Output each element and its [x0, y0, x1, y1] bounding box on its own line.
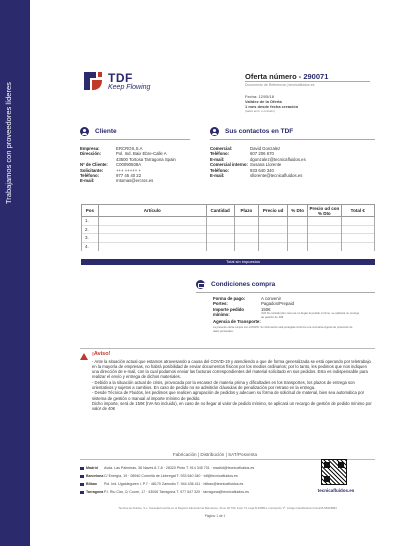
office-row: Barcelona C/ Energía, 19 · 08940 Cornellà de Llobregat T. 933 640 340 · tdf@tecnicafluidos.es — [80, 472, 290, 480]
col-term: Plazo — [234, 205, 259, 217]
detail-value: ERCROS,S.A — [116, 146, 143, 151]
col-total: Total € — [341, 205, 374, 217]
detail-value: Pol. Ind. Baix Ebre-Calle A — [116, 151, 167, 157]
detail-key: Teléfono: — [80, 173, 100, 179]
notice-divider — [80, 348, 375, 349]
table-row: 1. — [82, 217, 375, 226]
items-header-row — [82, 205, 375, 217]
office-row: Bilbao Pol. Ind. Ugaldeguren I, P.7 · 48170 Zamudio T. 944 436 411 · bilbao@tecnicafluidos.es — [80, 480, 290, 488]
detail-key: E-mail: — [80, 178, 95, 184]
offer-block — [245, 72, 365, 114]
detail-key: Teléfono: — [210, 167, 230, 173]
detail-key: Comercial interno: — [210, 162, 248, 168]
table-row: 2. — [82, 225, 375, 234]
detail-value: dgonzalez@tecnicafluidos.es — [250, 156, 306, 162]
items-table — [81, 204, 375, 251]
client-heading: Cliente — [95, 128, 117, 135]
services-line: Fabricación | Distribución | SAT/Posventa — [172, 452, 258, 457]
office-row: Madrid Avda. Las Palmeras, 36 Naves 6-7-8 · 28320 Pinto T. 914 345 701 · madrid@tecnicafluidos.es — [80, 464, 290, 472]
total-label: Total sin impuestos — [226, 259, 261, 264]
legal-text: Técnica de Fluidos, S.L. Sociedad inscrita en el Registro Mercantil de Barcelona, Tomo 30.790, Folio 73, Hoja B-180811, Inscripción 1ª. Código Identificación Fiscal B-58418893 — [118, 506, 337, 510]
offer-title: Oferta número - 290071 — [245, 72, 329, 81]
detail-value: Susana Llorente — [250, 162, 282, 168]
notice-paragraph: - Desde Técnica de Fluidos, les pedimos que realicen agrupación de pedidos y adecuen su forma de solicitud de material, bien sea automática por sistema de gestión o manual al importe mínimo de pedido. — [92, 390, 365, 401]
detail-value: David Gonzalez — [250, 146, 281, 151]
table-row: 4. — [82, 242, 375, 251]
detail-key: E-mail: — [210, 173, 225, 179]
offer-subtitle: Documento de Referencia | tecnicafluidos.es — [245, 83, 315, 87]
brand-name: TDF — [108, 71, 133, 85]
detail-value: +++ +++++ + — [116, 167, 141, 173]
detail-value: 607 206 670 — [250, 151, 274, 157]
client-user-icon — [80, 127, 89, 136]
col-pos: Pos — [82, 205, 99, 217]
page-number: Página: 1 de 1 — [204, 514, 226, 518]
conditions-divider — [196, 292, 375, 293]
col-discount: % Dto — [288, 205, 308, 217]
notice-paragraph: Dicho importe, será de 150€ (IVA No incluido), en caso de no llegar al valor de pedido mínimo, se aplicará un recargo de gestión de pedido mínimo por valor de 40€ — [92, 401, 372, 412]
detail-key: Teléfono: — [210, 151, 230, 157]
table-row: 3. — [82, 234, 375, 243]
detail-row — [210, 173, 306, 178]
col-net-price: Precio ud con % Dto — [309, 205, 340, 216]
qr-code[interactable] — [316, 459, 355, 497]
tdf-logo-icon — [80, 68, 106, 94]
detail-key: Empresa: — [80, 146, 100, 151]
client-details — [80, 146, 176, 184]
col-article: Artículo — [98, 205, 206, 217]
detail-key: Solicitante: — [80, 167, 104, 173]
conditions-heading: Condiciones compra — [211, 281, 276, 288]
col-quantity: Cantidad — [206, 205, 234, 217]
notice-block — [92, 352, 374, 412]
sidebar-text: Trabajamos con proveedores líderes — [4, 82, 13, 204]
contacts-divider — [210, 139, 375, 140]
client-divider — [80, 139, 190, 140]
warning-icon — [80, 353, 88, 360]
office-row: Tarragona P.I. Riu Clar, C/ Coure, 17 · 43006 Tarragona T. 977 547 320 · tarragona@tecnicafluidos.es — [80, 488, 290, 496]
contact-details — [210, 146, 306, 178]
qr-code-icon — [321, 459, 347, 485]
conditions-details: Forma de pago: A convenir Portes: Pagados/Prepaid Importe pedido mínimo: 150€ (IVA No incluido) En caso de no llegar al pedido mínimo, se aplicará un recargo de gestión de 40€ Agencia de Transporte: La presente oferta cumple con el RGPD. Su información está protegida conforme a la normativa vigente de protección de datos personales. — [213, 296, 360, 333]
brand — [108, 71, 150, 91]
detail-value: 977 45 40 22 — [116, 173, 142, 179]
detail-value: 43500 Tortosa Tarragona Spain — [116, 156, 176, 162]
offer-validity: 1 mes desde fecha creación — [245, 104, 299, 109]
detail-value: C00090508A — [116, 162, 142, 168]
qr-label: tecnicafluidos.es — [317, 488, 355, 493]
offer-meta: Fecha: 12/05/18 Validez de la Oferta 1 mes desde fecha creación (salvo error u omisión) — [245, 94, 299, 113]
offer-date: 12/05/18 — [258, 94, 274, 99]
offer-number: 290071 — [303, 72, 329, 81]
truck-icon — [196, 280, 205, 289]
detail-key: Nº de Cliente: — [80, 162, 108, 168]
conditions-note: La presente oferta cumple con el RGPD. Su información está protegida conforme a la normativa vigente de protección de datos personales. — [213, 326, 353, 333]
detail-row — [80, 178, 176, 183]
detail-key: E-mail: — [210, 156, 225, 162]
contacts-heading: Sus contactos en TDF — [225, 128, 294, 135]
brand-tagline: Keep Flowing — [108, 84, 151, 91]
detail-value: 933 640 340 — [250, 167, 274, 173]
notice-paragraph: - Ante la situación actual que estamos atravesando a causa del COVID-19 y atendiendo a que de forma generalizada se está operando por teletrabajo en la mayoría de empresas, no habrá posibilidad de enviar documentos físicos por los medios ordinarios; por lo tanto, les pedimos que nos indiquen una dirección de e-mail, con la cual podamos enviar las facturas correspondientes del material solicitado en sus pedidos. Esto es indispensable para realizar el envío y entrega de dichos materiales. — [92, 359, 371, 380]
total-bar — [81, 259, 375, 265]
contacts-user-icon — [210, 127, 219, 136]
offer-divider — [245, 81, 370, 82]
detail-key: Dirección: — [80, 151, 102, 157]
notice-paragraph: - Debido a la situación actual de crisis, provocada por la escasez de materia prima y dificultades en los transportes, los plazos de entrega son orientativos y sujetos a cambios. En caso de pedido no se admitirán cláusulas de penalización por retraso en la entrega. — [92, 379, 355, 390]
detail-value: sllorente@tecnicafluidos.es — [250, 173, 303, 179]
notice-heading: ¡Aviso! — [92, 351, 111, 357]
detail-value: mtomas@ercros.es — [116, 178, 154, 184]
col-unit-price: Precio ud — [259, 205, 288, 217]
detail-key: Comercial: — [210, 146, 233, 151]
offices-list — [80, 464, 290, 496]
